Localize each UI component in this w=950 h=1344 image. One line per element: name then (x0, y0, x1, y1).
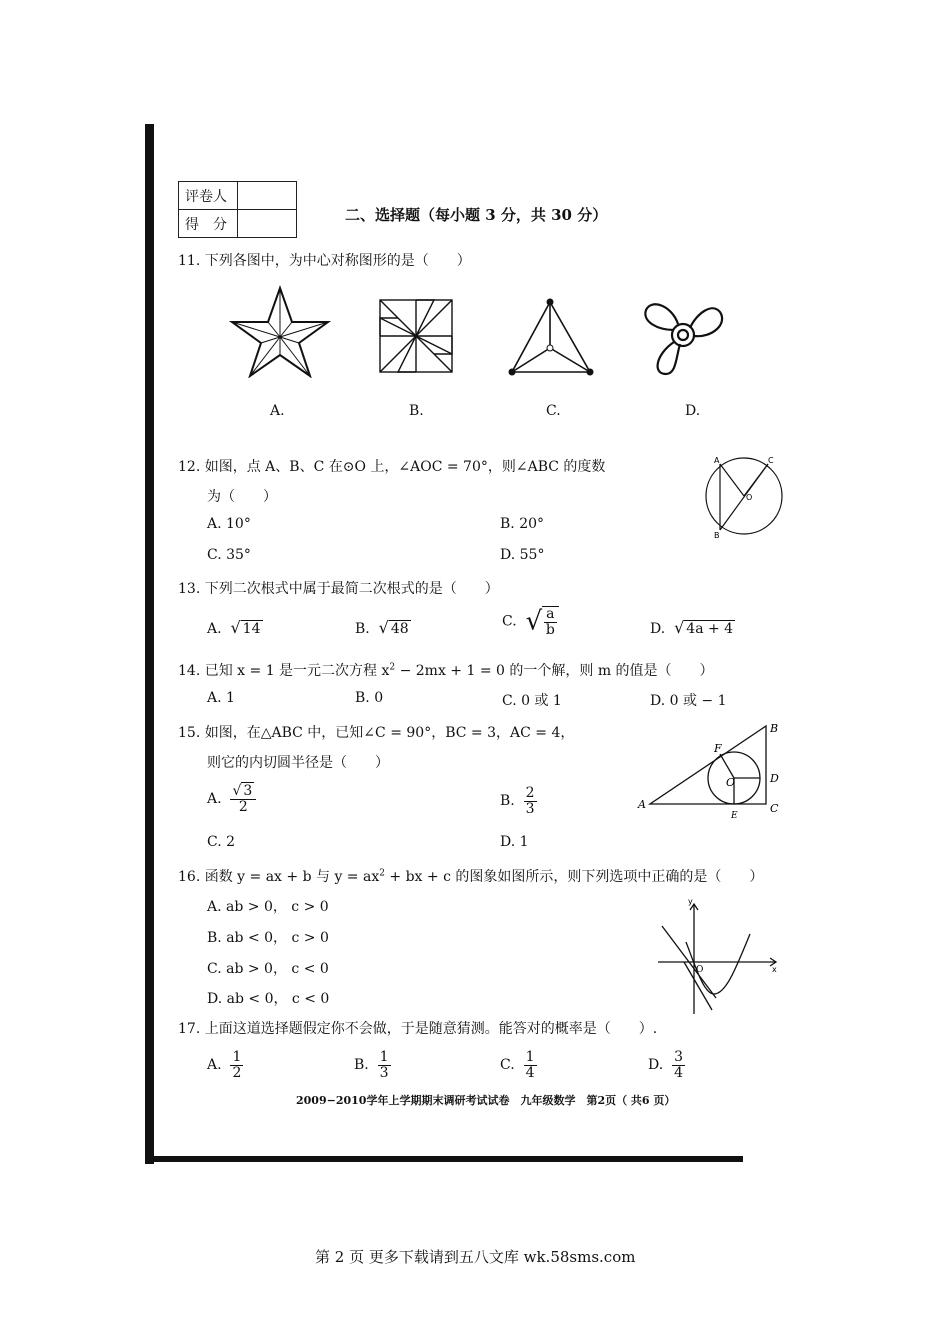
q15-fig-label-o: O (726, 776, 736, 789)
scan-bottom-border (145, 1156, 743, 1162)
q15-a-numerator (230, 784, 256, 800)
q17-option-b-label: B. (354, 1057, 369, 1074)
q13-option-b-label: B. (355, 621, 370, 637)
q17-option-c-label: C. (500, 1057, 515, 1074)
grader-cell (238, 182, 297, 210)
q15-b-numerator: 2 (525, 785, 535, 801)
q13-c-numerator: a (546, 606, 555, 622)
q17-b-denominator: 3 (379, 1064, 389, 1081)
q12-circle-figure (700, 450, 790, 540)
q17-option-d-label: D. (648, 1057, 664, 1074)
q11-figure-a-star (228, 282, 332, 378)
q15-a-denominator: 2 (238, 798, 248, 815)
q17-option-a-label: A. (207, 1057, 222, 1074)
q12-fig-label-a: A (714, 456, 720, 465)
q15-fig-label-f: F (714, 742, 722, 755)
q17-a-numerator: 1 (232, 1049, 242, 1065)
q12-fig-label-b: B (714, 531, 720, 540)
q11-label-b: B. (409, 403, 424, 419)
q16-graph-figure (654, 898, 786, 1018)
sqrt-icon: √ (230, 618, 241, 637)
q14-stem-pre: 14. 已知 x = 1 是一元二次方程 x (178, 663, 390, 679)
q12-stem-2: 为（ ） (207, 489, 277, 505)
q17-option-b (354, 1050, 391, 1080)
q14-stem (178, 660, 714, 680)
q11-label-a: A. (270, 403, 285, 419)
q16-option-a: A. ab > 0， c > 0 (207, 899, 329, 915)
score-cell (238, 210, 297, 238)
q15-fig-label-d: D (770, 772, 779, 785)
q16-option-b: B. ab < 0， c > 0 (207, 930, 329, 946)
q11-figure-d-fan (638, 300, 726, 380)
q13-option-a-label: A. (207, 621, 222, 637)
q16-stem (178, 866, 763, 886)
sqrt-icon: √ (525, 606, 543, 637)
q11-figure-b-pinwheel (376, 296, 456, 376)
q17-option-a (207, 1050, 243, 1080)
q17-option-d-frac (672, 1050, 685, 1080)
q17-d-denominator: 4 (674, 1064, 684, 1081)
q12-option-d: D. 55° (500, 547, 545, 563)
q13-option-c-label: C. (502, 613, 517, 630)
q16-fig-label-y: y (688, 898, 693, 906)
q15-b-denominator: 3 (525, 800, 535, 817)
q13-option-c (502, 606, 559, 637)
q13-option-d (650, 618, 735, 637)
q17-a-denominator: 2 (232, 1064, 242, 1081)
q17-option-a-frac (230, 1050, 243, 1080)
q15-stem: 15. 如图，在△ABC 中，已知∠C = 90°，BC = 3，AC = 4， (178, 725, 575, 741)
q14-option-b: B. 0 (355, 690, 384, 706)
q17-b-numerator: 1 (379, 1049, 389, 1065)
q15-option-b-frac (524, 786, 537, 816)
q17-c-denominator: 4 (525, 1064, 535, 1081)
q17-option-b-frac (378, 1050, 391, 1080)
page-footer: 2009−2010学年上学期期末调研考试试卷 九年级数学 第2页（ 共6 页） (296, 1094, 676, 1107)
q13-c-denominator: b (545, 621, 555, 638)
q13-option-a (207, 618, 263, 637)
sqrt-icon: √ (674, 618, 685, 637)
q13-option-d-label: D. (650, 621, 666, 637)
q13-option-d-radicand: 4a + 4 (686, 621, 734, 637)
q16-option-d: D. ab < 0， c < 0 (207, 991, 330, 1007)
q13-option-a-radicand: 14 (242, 621, 261, 637)
q13-stem: 13. 下列二次根式中属于最简二次根式的是（ ） (178, 581, 499, 597)
sqrt-icon: √ (232, 783, 242, 799)
q17-option-c (500, 1050, 537, 1080)
q17-c-numerator: 1 (525, 1049, 535, 1065)
q15-option-a-label: A. (207, 791, 222, 808)
q16-fig-label-o: O (696, 965, 704, 975)
q15-a-radicand: 3 (243, 783, 253, 799)
section-title: 二、选择题（每小题 3 分，共 30 分） (345, 206, 608, 224)
q12-option-c: C. 35° (207, 547, 251, 563)
q15-option-b-label: B. (500, 793, 515, 810)
q17-d-numerator: 3 (674, 1049, 684, 1065)
q16-option-c: C. ab > 0， c < 0 (207, 961, 329, 977)
site-footer: 第 2 页 更多下载请到五八文库 wk.58sms.com (315, 1248, 636, 1266)
q11-stem: 11. 下列各图中，为中心对称图形的是（ ） (178, 253, 471, 269)
scan-left-border (145, 124, 154, 1164)
q17-option-c-frac (524, 1050, 537, 1080)
q15-option-c: C. 2 (207, 834, 236, 850)
grader-score-table (178, 181, 297, 238)
q12-option-a: A. 10° (207, 516, 251, 532)
q12-stem: 12. 如图，点 A、B、C 在⊙O 上，∠AOC = 70°，则∠ABC 的度数 (178, 459, 606, 475)
q16-stem-post: + bx + c 的图象如图所示，则下列选项中正确的是（ ） (384, 869, 764, 885)
sqrt-icon: √ (378, 618, 389, 637)
q15-triangle-figure (636, 718, 784, 820)
q15-option-d: D. 1 (500, 834, 529, 850)
q15-fig-label-e: E (731, 811, 738, 820)
q15-option-a (207, 784, 256, 814)
q15-fig-label-a: A (638, 798, 646, 811)
q15-fig-label-c: C (770, 802, 779, 815)
q14-option-a: A. 1 (207, 690, 235, 706)
q13-option-b-radicand: 48 (390, 621, 409, 637)
q16-stem-pre: 16. 函数 y = ax + b 与 y = ax (178, 869, 380, 885)
q16-exponent: 2 (379, 868, 385, 879)
q12-option-b: B. 20° (500, 516, 545, 532)
q14-exponent: 2 (389, 662, 396, 673)
q16-fig-label-x: x (772, 965, 777, 974)
q12-fig-label-o: O (746, 493, 753, 502)
q14-stem-post: − 2mx + 1 = 0 的一个解，则 m 的值是（ ） (395, 663, 714, 679)
q11-label-d: D. (685, 403, 701, 419)
q11-figure-c-triangle (506, 296, 596, 378)
q14-option-d: D. 0 或 − 1 (650, 693, 727, 709)
q13-option-c-frac (542, 606, 558, 637)
q13-option-b (355, 618, 411, 637)
q17-stem: 17. 上面这道选择题假定你不会做，于是随意猜测。能答对的概率是（ ）. (178, 1021, 658, 1037)
q15-option-b (500, 786, 537, 816)
q12-fig-label-c: C (768, 456, 774, 465)
score-label: 得 分 (179, 210, 238, 238)
grader-label: 评卷人 (179, 182, 238, 210)
q15-option-a-frac (230, 784, 256, 814)
q15-fig-label-b: B (770, 722, 779, 735)
q11-label-c: C. (546, 403, 561, 419)
q17-option-d (648, 1050, 685, 1080)
q14-option-c: C. 0 或 1 (502, 693, 562, 709)
q15-stem-2: 则它的内切圆半径是（ ） (207, 755, 389, 771)
